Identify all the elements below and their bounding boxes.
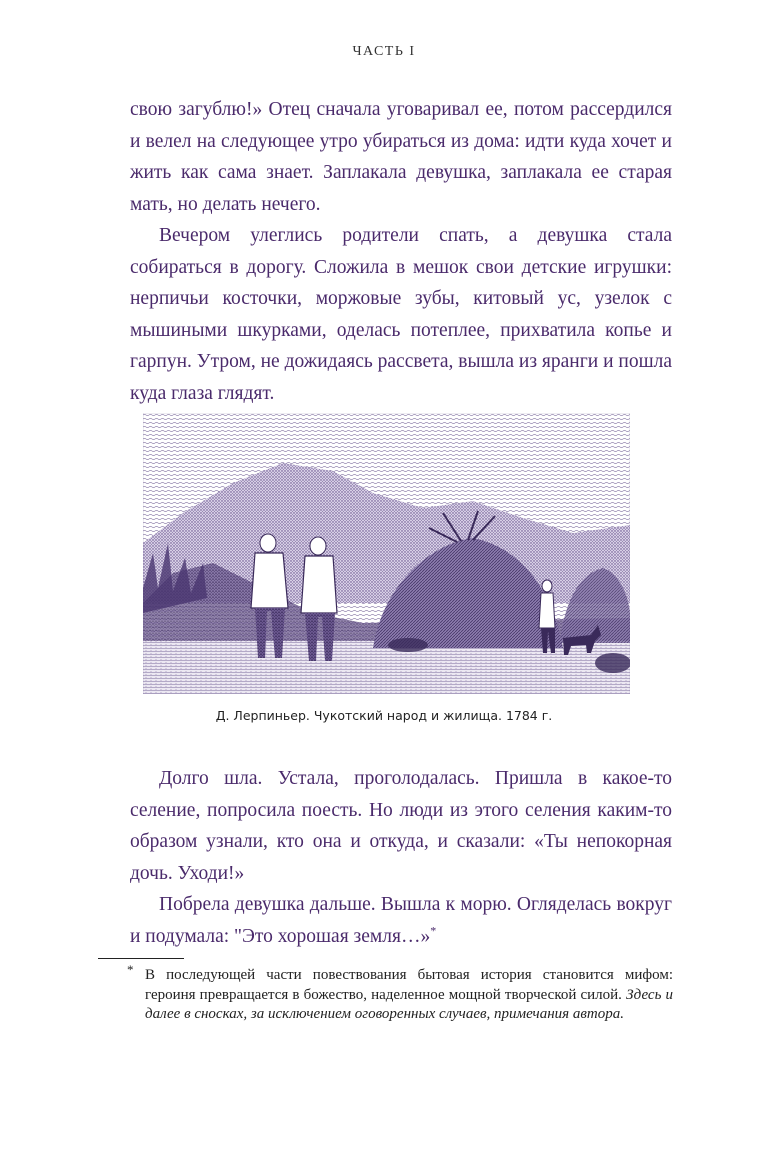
footnote-divider: [98, 958, 184, 959]
paragraph: свою загублю!» Отец сначала уговаривал ее, потом рассердился и велел на следующее утро убираться из дома: идти куда хочет и жить как сама знает. Заплакала девушка, заплакала ее старая мать, но делать нечего.: [130, 99, 672, 215]
footnote: [145, 966, 673, 1025]
paragraph: Долго шла. Устала, проголодалась. Пришла в какое-то селение, попросила поесть. Но люди из этого селения каким-то образом узнали, кто она и откуда, и сказали: «Ты непокорная дочь. Уходи!»: [130, 768, 672, 884]
footnote-text: В последующей части повествования бытовая история становится мифом: героиня превращается в божество, наделенное мощной творческой силой.: [145, 967, 673, 1003]
engraving-image: [143, 413, 630, 694]
footnote-mark: *: [127, 962, 134, 977]
footnote-reference[interactable]: *: [430, 923, 437, 937]
main-text-bottom: [130, 763, 672, 952]
paragraph: Вечером улеглись родители спать, а девушка стала собираться в дорогу. Сложила в мешок свои детские игрушки: нерпичьи косточки, моржовые зубы, китовый ус, узелок с мышиными шкурками, оделась потеплее, прихватила копье и гарпун. Утром, не дожидаясь рассвета, вышла из яранги и пошла куда глаза глядят.: [130, 225, 672, 404]
figure-caption: Д. Лерпиньер. Чукотский народ и жилища. 1784 г.: [215, 708, 553, 723]
engraving-illustration: [143, 413, 630, 694]
footnote-italic-text: Здесь и далее в сносках, за исключением оговоренных случаев, примечания автора.: [145, 986, 674, 1022]
running-header: ЧАСТЬ I: [352, 44, 416, 59]
paragraph-text: Побрела девушка дальше. Вышла к морю. Огляделась вокруг и подумала: "Это хорошая земля…»: [130, 894, 672, 947]
main-text-top: [130, 94, 672, 409]
paragraph-with-note: [130, 889, 672, 952]
